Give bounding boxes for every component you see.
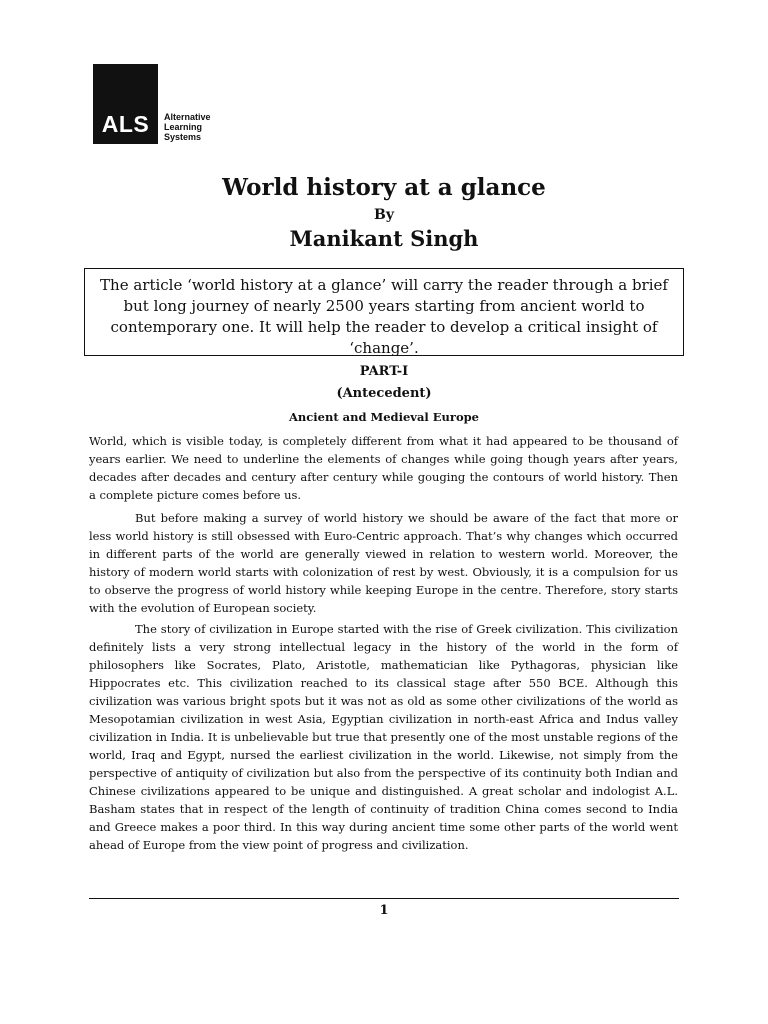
body-paragraph: But before making a survey of world history we should be aware of the fact that more or less world history is still obsessed with Euro-Centric approach. That’s why changes which occurred in different parts of the world are generally viewed in relation to western world. Moreover, the history of modern world starts with colonization of rest by west. Obviously, it is a compulsion for us to observe the progress of world history while keeping Europe in the centre. Therefore, story starts with the evolution of European society. [89,511,678,615]
logo-wordmark [164,112,211,144]
abstract-box: The article ‘world history at a glance’ will carry the reader through a brief but long journey of nearly 2500 years starting from ancient world to contemporary one. It will help the reader to develop a critical insight of ‘change’. [84,268,684,356]
logo-line-2: Learning [164,122,203,132]
section-heading: Ancient and Medieval Europe [289,410,479,424]
part-heading: PART-I [359,364,409,379]
author-name: Manikant Singh [289,226,479,251]
logo-mark: ALS [93,64,158,144]
page-number: 1 [379,903,389,918]
footer-divider [89,898,679,899]
byline-label: By [374,207,394,223]
body-paragraph: World, which is visible today, is completely different from what it had appeared to be thousand of years earlier. We need to underline the elements of changes while going though years after years, decades after decades and century after century while gouging the contours of world history. Then a complete picture comes before us. [89,434,678,502]
body-paragraph: The story of civilization in Europe started with the rise of Greek civilization. This civilization definitely lists a very strong intellectual legacy in the history of the world in the form of philosophers like Socrates, Plato, Aristotle, mathematician like Pythagoras, physician like Hippocrates etc. This civilization reached to its classical stage after 550 BCE. Although this civilization was various bright spots but it was not as old as some other civilizations of the world as Mesopotamian civilization in west Asia, Egyptian civilization in north-east Africa and Indus valley civilization in India. It is unbelievable but true that presently one of the most unstable regions of the world, Iraq and Egypt, nursed the earliest civilization in the world. Likewise, not simply from the perspective of antiquity of civilization but also from the perspective of its continuity both Indian and Chinese civilizations appeared to be unique and distinguished. A great scholar and indologist A.L. Basham states that in respect of the length of continuity of tradition China comes second to India and Greece makes a poor third. In this way during ancient time some other parts of the world went ahead of Europe from the view point of progress and civilization. [89,622,678,852]
logo-line-3: Systems [164,132,202,142]
subpart-heading: (Antecedent) [336,386,432,401]
als-logo [93,64,211,144]
logo-line-1: Alternative [164,112,211,122]
document-title: World history at a glance [222,174,546,201]
